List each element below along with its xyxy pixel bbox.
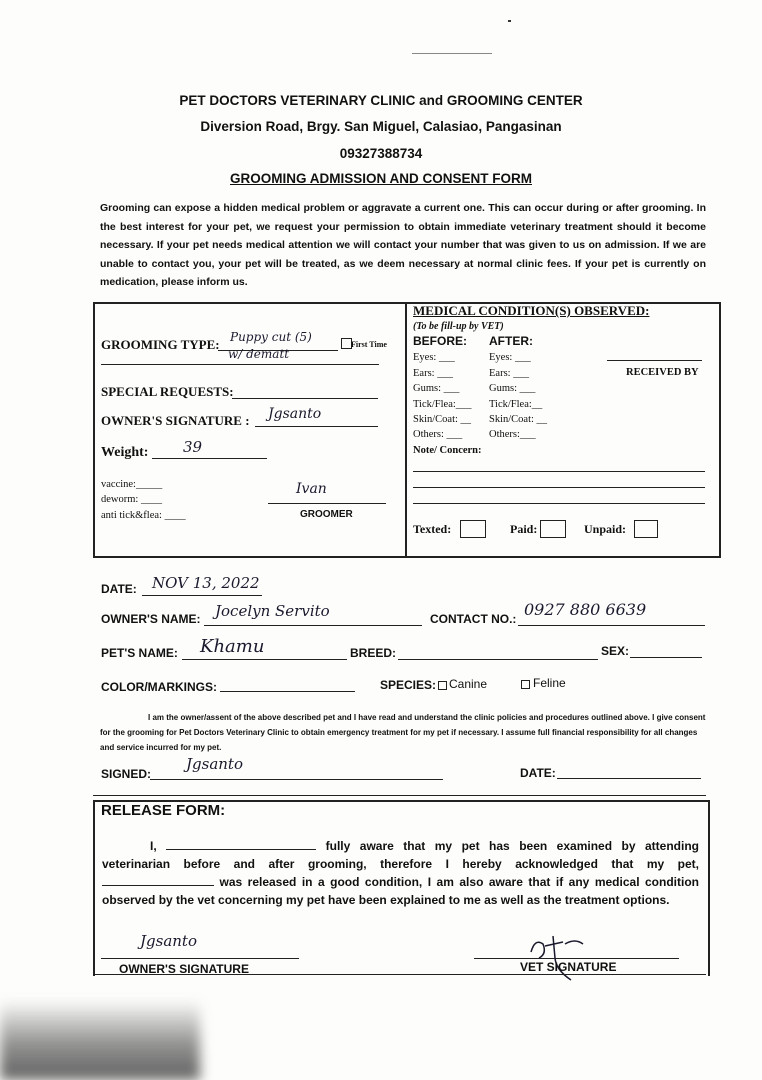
after-ears: Ears: ___: [489, 368, 529, 379]
breed-field[interactable]: [398, 644, 598, 660]
first-time-label: First Time: [351, 340, 387, 349]
weight-value: 39: [183, 438, 203, 456]
color-label: COLOR/MARKINGS:: [101, 680, 217, 694]
note-label: Note/ Concern:: [413, 445, 482, 456]
intro-paragraph: Grooming can expose a hidden medical problem or aggravate a current one. This can occur during or after grooming. In the best interest for your pet, we request your permission to obtain immediate veterinary treatment should it become necessary. If your pet needs medical attention we will contact your number that was given to us on admission. If we are unable to contact you, your pet will be treated, as we deem necessary at normal clinic fees. If your pet is currently on medication, please inform us.: [100, 202, 706, 288]
before-eyes: Eyes: ___: [413, 352, 455, 363]
groomer-label: GROOMER: [300, 509, 353, 520]
after-eyes: Eyes: ___: [489, 352, 531, 363]
weight-field[interactable]: [152, 441, 267, 459]
received-by-label: RECEIVED BY: [626, 367, 699, 378]
before-gums: Gums: ___: [413, 383, 460, 394]
before-others: Others: ___: [413, 429, 463, 440]
date-label: DATE:: [101, 582, 137, 596]
feline-label: Feline: [533, 676, 566, 690]
release-title: RELEASE FORM:: [101, 802, 226, 819]
feline-checkbox[interactable]: [521, 680, 530, 689]
note-line-2[interactable]: [413, 479, 705, 488]
contact-label: CONTACT NO.:: [430, 612, 517, 626]
signed-value: Jgsanto: [186, 755, 243, 773]
sex-label: SEX:: [601, 644, 630, 658]
before-label: BEFORE:: [413, 334, 467, 348]
consent-paragraph: I am the owner/assent of the above described pet and I have read and understand the clinic policies and procedures outlined above. I give consent for the grooming for Pet Doctors Veterinary Clinic to obtain emergency treatment for my pet if necessary. I assume full financial responsibility for all changes and service incurred for my pet.: [100, 713, 706, 752]
signed-label: SIGNED:: [101, 767, 152, 781]
release-owner-sig-value: Jgsanto: [140, 932, 197, 950]
release-paragraph: I, fully aware that my pet has been examined by attending veterinarian before and after grooming, therefore I hereby acknowledged that my pet, was released in a good condition, I am also aware that if any medical condition observed by the vet concerning my pet have been explained to me as well as the treatment options.: [102, 839, 699, 907]
clinic-name: PET DOCTORS VETERINARY CLINIC and GROOMING CENTER: [179, 93, 583, 108]
received-by-line[interactable]: [607, 352, 702, 361]
special-requests-field[interactable]: [232, 382, 378, 399]
scan-smudge: [412, 50, 492, 54]
paid-label: Paid:: [510, 522, 538, 536]
medical-subtitle: (To be fill-up by VET): [413, 321, 504, 332]
box-divider: [405, 302, 407, 556]
color-field[interactable]: [220, 677, 355, 692]
grooming-type-label: GROOMING TYPE:: [101, 337, 220, 352]
after-skincoat: Skin/Coat: __: [489, 414, 548, 425]
after-tickflea: Tick/Flea:__: [489, 399, 543, 410]
after-label: AFTER:: [489, 334, 533, 348]
special-requests-label: SPECIAL REQUESTS:: [101, 384, 234, 399]
paid-checkbox[interactable]: [540, 520, 566, 538]
texted-checkbox[interactable]: [460, 520, 486, 538]
release-owner-sig-label: OWNER'S SIGNATURE: [119, 962, 249, 976]
clinic-phone: 09327388734: [339, 146, 423, 161]
after-others: Others:___: [489, 429, 536, 440]
pet-name-value: Khamu: [200, 636, 265, 657]
release-owner-sig-line[interactable]: [101, 950, 299, 959]
scan-shadow: [0, 1000, 200, 1080]
antitick-label: anti tick&flea: ____: [101, 510, 186, 521]
owner-signature-value: Jgsanto: [268, 406, 322, 422]
release-owner-blank[interactable]: [166, 838, 316, 850]
canine-checkbox[interactable]: [438, 681, 447, 690]
medical-title: MEDICAL CONDITION(S) OBSERVED:: [413, 303, 650, 318]
sex-field[interactable]: [630, 642, 702, 658]
clinic-address: Diversion Road, Brgy. San Miguel, Calasiao, Pangasinan: [200, 119, 562, 134]
release-vet-sig-label: VET SIGNATURE: [520, 960, 617, 974]
grooming-type-value: Puppy cut (5): [230, 330, 312, 344]
unpaid-label: Unpaid:: [584, 522, 627, 536]
unpaid-checkbox[interactable]: [634, 520, 658, 538]
signed-date-field[interactable]: [557, 764, 701, 779]
owner-signature-label: OWNER'S SIGNATURE :: [101, 413, 250, 428]
form-title: GROOMING ADMISSION AND CONSENT FORM: [230, 171, 532, 186]
before-skincoat: Skin/Coat: __: [413, 414, 472, 425]
separator: [93, 795, 706, 796]
before-ears: Ears: ___: [413, 368, 453, 379]
vaccine-label: vaccine:_____: [101, 479, 163, 490]
scan-speck: [508, 20, 511, 22]
deworm-label: deworm: ____: [101, 494, 162, 505]
texted-label: Texted:: [413, 522, 452, 536]
contact-value: 0927 880 6639: [524, 600, 647, 619]
pet-name-label: PET'S NAME:: [101, 646, 178, 660]
after-gums: Gums: ___: [489, 383, 536, 394]
canine-label: Canine: [449, 677, 488, 691]
weight-label: Weight:: [101, 445, 149, 460]
note-line-3[interactable]: [413, 495, 705, 504]
before-tickflea: Tick/Flea:___: [413, 399, 472, 410]
groomer-name: Ivan: [296, 481, 327, 497]
groomer-line[interactable]: [268, 493, 386, 504]
note-line-1[interactable]: [413, 463, 705, 472]
signed-date-label: DATE:: [520, 766, 556, 780]
date-value: NOV 13, 2022: [152, 574, 260, 592]
breed-label: BREED:: [350, 646, 397, 660]
owner-name-value: Jocelyn Servito: [215, 602, 330, 620]
grooming-type-value-2: w/ dematt: [228, 347, 290, 361]
species-label: SPECIES:: [380, 678, 437, 692]
release-bottom-line: [93, 974, 706, 975]
owner-name-label: OWNER'S NAME:: [101, 612, 201, 626]
release-pet-blank[interactable]: [102, 874, 214, 886]
